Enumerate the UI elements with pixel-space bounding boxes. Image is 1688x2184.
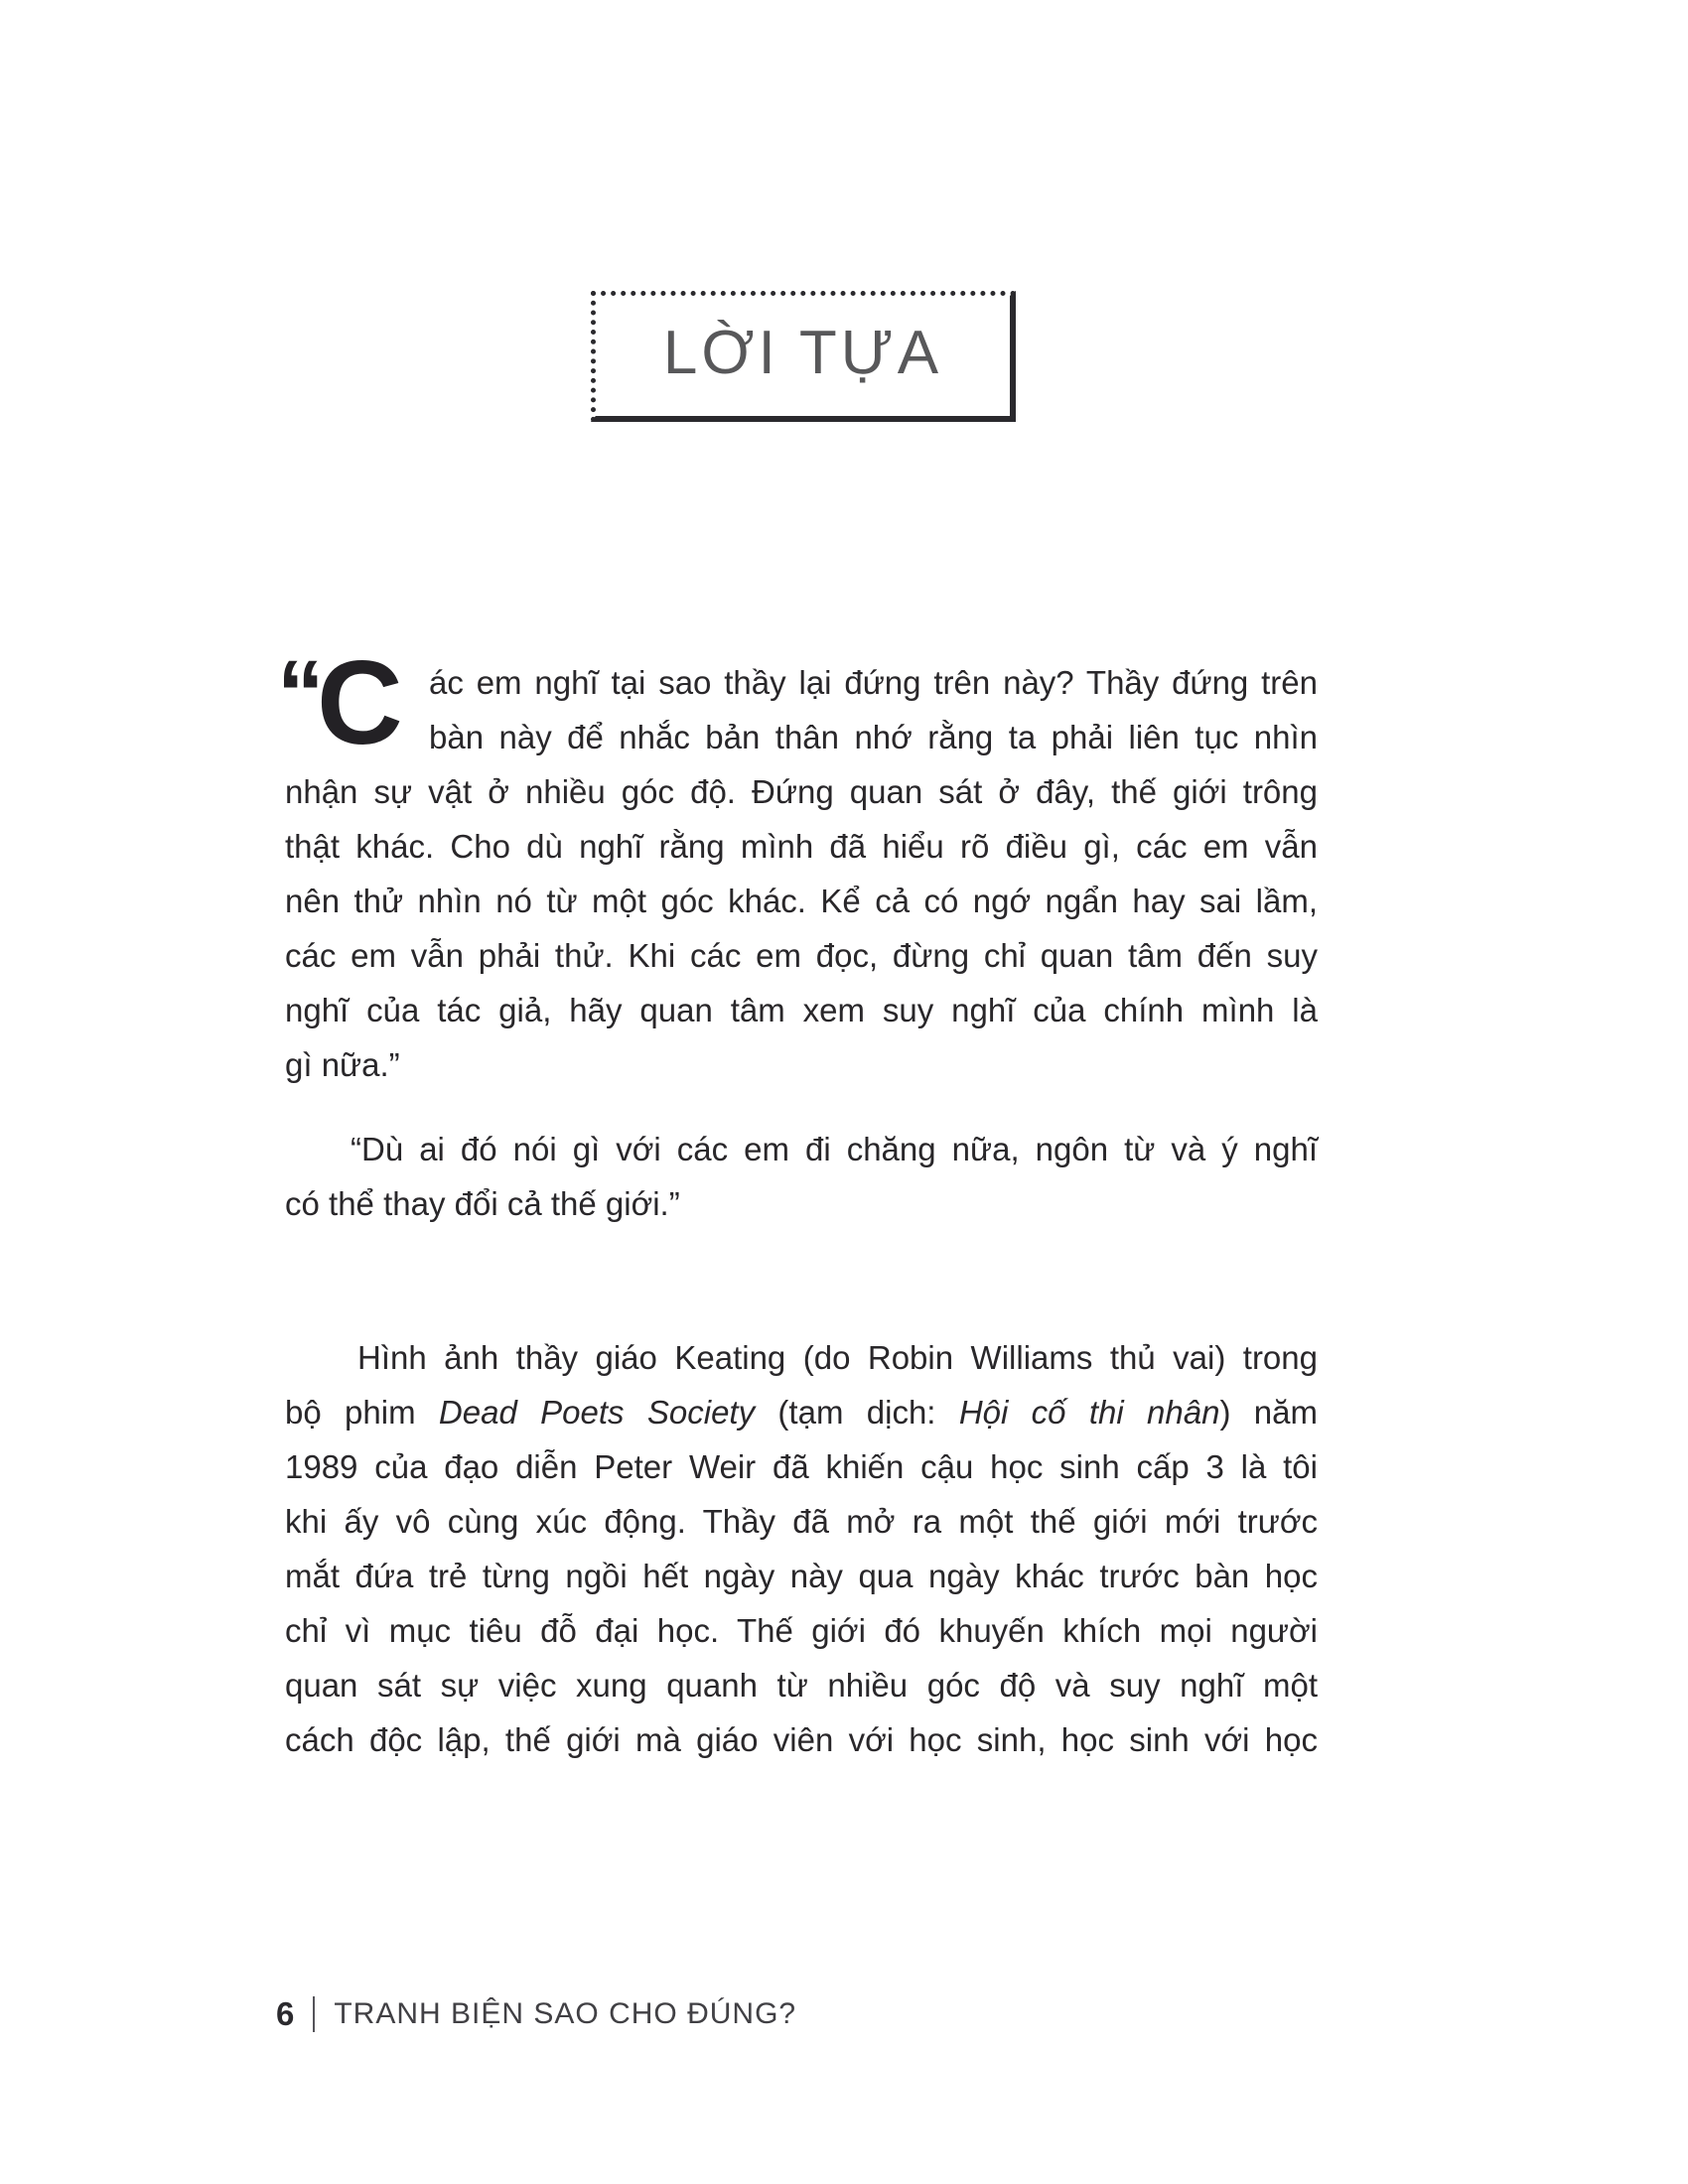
quote-paragraph-1 <box>277 636 1318 1092</box>
footer-divider <box>313 1996 315 2032</box>
italic-translated-title: Hội cố thi nhân <box>958 1394 1220 1431</box>
drop-cap: C <box>317 636 403 769</box>
quote-line: “Dù ai đó nói gì với các em đi chăng nữa, ngôn từ và ý nghĩ <box>351 1131 1318 1167</box>
body-line: mắt đứa trẻ từng ngồi hết ngày này qua ngày khác trước bàn học <box>285 1558 1318 1594</box>
quote-line: bàn này để nhắc bản thân nhớ rằng ta phải liên tục nhìn <box>429 719 1318 755</box>
body-line: quan sát sự việc xung quanh từ nhiều góc độ và suy nghĩ một <box>285 1667 1318 1704</box>
footer-page-number: 6 <box>276 1995 295 2032</box>
preface-title-box <box>591 291 1016 422</box>
body-line: khi ấy vô cùng xúc động. Thầy đã mở ra một thế giới mới trước <box>285 1503 1318 1540</box>
quote-line: ác em nghĩ tại sao thầy lại đứng trên này? Thầy đứng trên <box>429 664 1318 701</box>
text-column <box>277 636 1318 1767</box>
page-footer <box>276 1995 796 2033</box>
body-text-segment: ) năm <box>1219 1394 1318 1431</box>
body-line <box>285 1385 1318 1439</box>
body-paragraph <box>285 1330 1318 1767</box>
quote-line: nên thử nhìn nó từ một góc khác. Kể cả có ngớ ngẩn hay sai lầm, <box>285 883 1318 919</box>
preface-title: LỜI TỰA <box>662 318 943 387</box>
body-line: Hình ảnh thầy giáo Keating (do Robin Williams thủ vai) trong <box>357 1339 1318 1376</box>
quote-line: thật khác. Cho dù nghĩ rằng mình đã hiểu rõ điều gì, các em vẫn <box>285 828 1318 865</box>
quote-line: nhận sự vật ở nhiều góc độ. Đứng quan sát ở đây, thế giới trông <box>285 773 1318 810</box>
quote-line: nghĩ của tác giả, hãy quan tâm xem suy nghĩ của chính mình là <box>285 992 1318 1028</box>
quote-line: có thể thay đổi cả thế giới.” <box>285 1185 680 1222</box>
quote-line: các em vẫn phải thử. Khi các em đọc, đừng chỉ quan tâm đến suy <box>285 937 1318 974</box>
body-text-segment: (tạm dịch: <box>755 1394 959 1431</box>
body-line: 1989 của đạo diễn Peter Weir đã khiến cậu học sinh cấp 3 là tôi <box>285 1448 1318 1485</box>
quote-paragraph-2 <box>285 1122 1318 1231</box>
body-text-segment: bộ phim <box>285 1394 439 1431</box>
footer-book-title: TRANH BIỆN SAO CHO ĐÚNG? <box>334 1997 797 2030</box>
quote-line: gì nữa.” <box>285 1046 400 1083</box>
italic-movie-title: Dead Poets Society <box>438 1394 756 1431</box>
dropcap-block <box>277 636 416 769</box>
body-line: chỉ vì mục tiêu đỗ đại học. Thế giới đó khuyến khích mọi người <box>285 1612 1318 1649</box>
body-line: cách độc lập, thế giới mà giáo viên với học sinh, học sinh với học <box>285 1721 1318 1758</box>
double-quote-mark: “ <box>277 641 325 747</box>
